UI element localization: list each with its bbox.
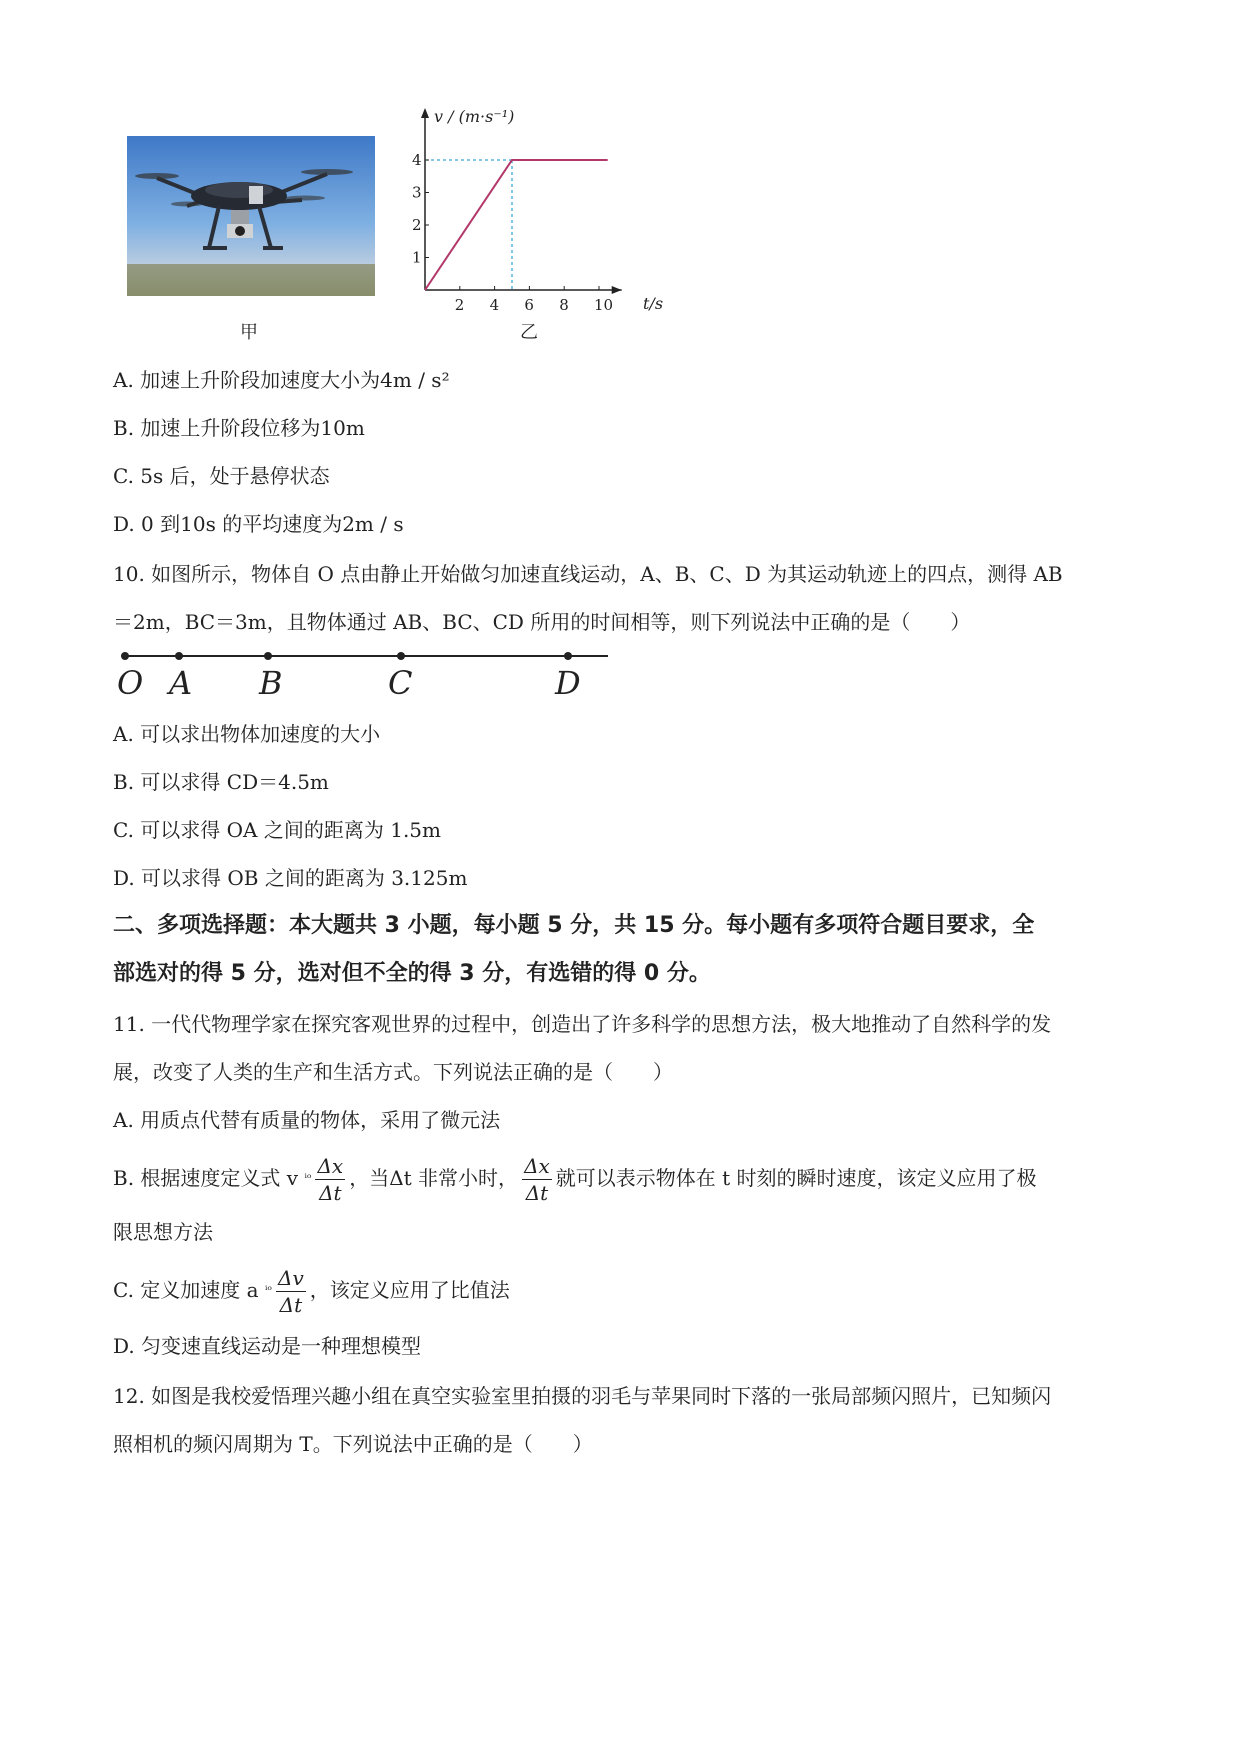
q10-stem-line1: 10. 如图所示，物体自 O 点由静止开始做匀加速直线运动，A、B、C、D 为其运动轨迹上的四点，测得 AB [113,562,1063,586]
q10-option-b: B. 可以求得 CD＝4.5m [113,770,329,794]
frac-den: Δt [525,1181,549,1205]
q11-b-mid: ，当Δt 非常小时， [349,1166,519,1190]
point-a [175,652,183,660]
def-symbol: ⁱᵒ [264,1283,272,1297]
label-b: B [259,664,283,702]
drone-photo [127,136,375,296]
label-a: A [169,664,193,702]
y-axis-arrow [421,108,429,118]
frac-num: Δx [524,1154,550,1178]
chart-axes [421,108,622,294]
q9-option-b: B. 加速上升阶段位移为10m [113,416,365,440]
q11-stem-line2: 展，改变了人类的生产和生活方式。下列说法正确的是（ ） [113,1060,673,1084]
x-tick-label: 2 [454,296,465,314]
point-c [397,652,405,660]
q10-option-d: D. 可以求得 OB 之间的距离为 3.125m [113,866,468,890]
q11-option-d: D. 匀变速直线运动是一种理想模型 [113,1334,422,1358]
frac-den: Δt [319,1181,342,1205]
point-b [264,652,272,660]
y-axis-label: v / (m·s⁻¹) [434,107,515,126]
q11-b-post: 就可以表示物体在 t 时刻的瞬时速度，该定义应用了极 [555,1166,1037,1190]
label-c: C [388,664,413,702]
chart-series [425,160,608,290]
x-axis-arrow [612,286,622,294]
section2-heading-line1: 二、多项选择题：本大题共 3 小题，每小题 5 分，共 15 分。每小题有多项符合题目要求，全 [113,913,1035,938]
q11-c-pre: C. 定义加速度 a [113,1278,265,1302]
track-diagram [113,646,613,706]
y-tick-label: 3 [412,183,422,202]
frac-num: Δv [278,1266,304,1290]
fraction-dv-dt [276,1265,306,1318]
y-tick-label: 4 [412,151,422,169]
q11-option-b [113,1150,1037,1206]
q11-c-post: ，该定义应用了比值法 [309,1278,510,1302]
frac-den: Δt [279,1293,303,1317]
q11-b-pre: B. 根据速度定义式 v [113,1166,305,1190]
def-symbol: ⁱᵒ [304,1171,312,1185]
q11-option-b-cont: 限思想方法 [113,1220,213,1244]
q10-stem-line2: ＝2m，BC＝3m，且物体通过 AB、BC、CD 所用的时间相等，则下列说法中正确的是（ ） [113,610,971,634]
x-tick-label: 8 [559,296,569,314]
caption-left: 甲 [240,322,258,343]
v-t-chart [400,104,680,334]
y-tick-label: 1 [412,248,422,267]
section2-heading-line2: 部选对的得 5 分，选对但不全的得 3 分，有选错的得 0 分。 [113,961,711,986]
q12-stem-line2: 照相机的频闪周期为 T。下列说法中正确的是（ ） [113,1432,593,1456]
q11-option-c [113,1262,510,1318]
fraction-dx-dt [315,1153,345,1206]
frac-num: Δx [317,1154,344,1178]
fraction-dx-dt-2 [522,1153,552,1206]
q10-option-c: C. 可以求得 OA 之间的距离为 1.5m [113,818,441,842]
x-tick-label: 4 [489,296,500,314]
caption-right: 乙 [520,322,538,343]
point-o [121,652,129,660]
q11-option-a: A. 用质点代替有质量的物体，采用了微元法 [113,1108,501,1132]
label-d: D [555,664,581,702]
series-line [425,160,608,290]
y-tick-label: 2 [412,216,422,234]
q10-option-a: A. 可以求出物体加速度的大小 [113,722,381,746]
point-d [564,652,572,660]
label-o: O [117,664,144,702]
q11-stem-line1: 11. 一代代物理学家在探究客观世界的过程中，创造出了许多科学的思想方法，极大地推动了自然科学的发 [113,1012,1052,1036]
q12-stem-line1: 12. 如图是我校爱悟理兴趣小组在真空实验室里拍摄的羽毛与苹果同时下落的一张局部频闪照片，已知频闪 [113,1384,1052,1408]
x-tick-label: 10 [594,296,614,314]
x-tick-label: 6 [524,296,534,314]
q9-option-d: D. 0 到10s 的平均速度为2m / s [113,512,404,536]
q9-option-c: C. 5s 后，处于悬停状态 [113,464,330,488]
x-axis-label: t/s [643,294,664,313]
q9-option-a: A. 加速上升阶段加速度大小为4m / s² [113,368,450,392]
